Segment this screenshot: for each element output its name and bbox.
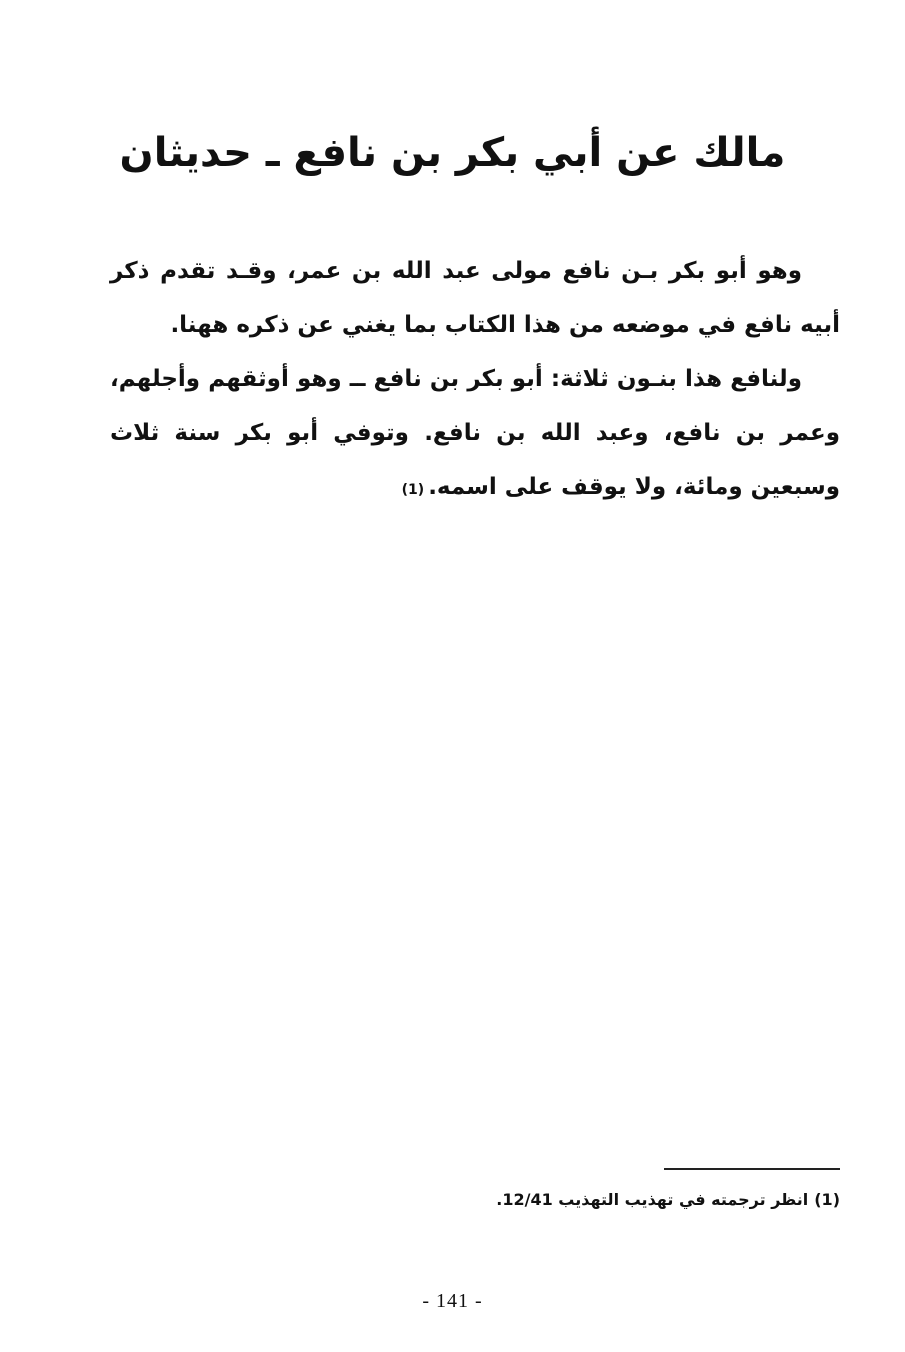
body-text <box>110 244 840 517</box>
paragraph-2 <box>110 352 840 517</box>
page-title: مالك عن أبي بكر بن نافع ـ حديثان <box>119 130 786 176</box>
footnote-number: (1) <box>814 1190 840 1209</box>
paragraph-2-text: ولنافع هذا بنـون ثلاثة: أبو بكر بن نافع ــ وهو أوثقهم وأجلهم، وعمر بن نافع، وعبد الله بن نافع. وتوفي أبو بكر سنة ثلاث وسبعين ومائة، ولا يوقف على اسمه. <box>110 366 840 500</box>
footnote-reference[interactable]: (1) <box>401 482 425 498</box>
page-number: - 141 - <box>422 1290 483 1312</box>
paragraph-1: وهو أبو بكر بـن نافع مولى عبد الله بن عمر، وقـد تقدم ذكر أبيه نافع في موضعه من هذا الكتاب بما يغني عن ذكره ههنا. <box>110 258 840 338</box>
footnote-body: انظر ترجمته في تهذيب التهذيب 12/41. <box>496 1190 809 1209</box>
footnote <box>460 1185 840 1215</box>
footnote-divider <box>664 1168 840 1170</box>
